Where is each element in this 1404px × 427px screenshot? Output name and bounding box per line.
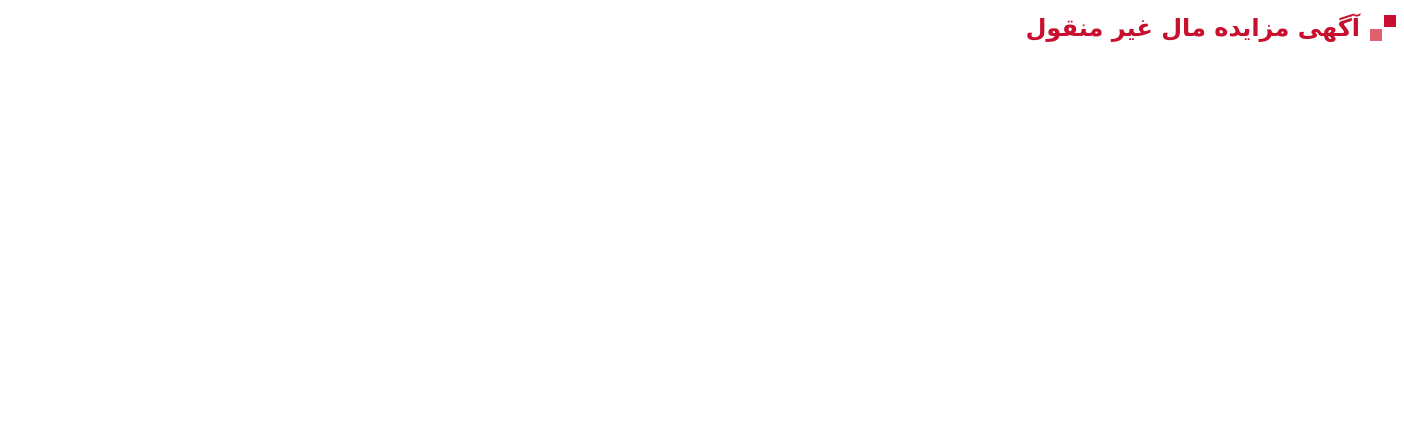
text-column-4 xyxy=(8,52,345,422)
text-column-3 xyxy=(359,52,696,422)
text-column-2 xyxy=(709,52,1046,422)
notice-header xyxy=(8,6,1396,50)
logo-square-2 xyxy=(1370,29,1382,41)
text-column-1 xyxy=(1060,52,1397,422)
logo-square-1 xyxy=(1384,15,1396,27)
notice-title: آگهی مزایده مال غیر منقول xyxy=(1025,14,1360,42)
notice-logo-icon xyxy=(1370,15,1396,41)
notice-body xyxy=(8,52,1396,422)
